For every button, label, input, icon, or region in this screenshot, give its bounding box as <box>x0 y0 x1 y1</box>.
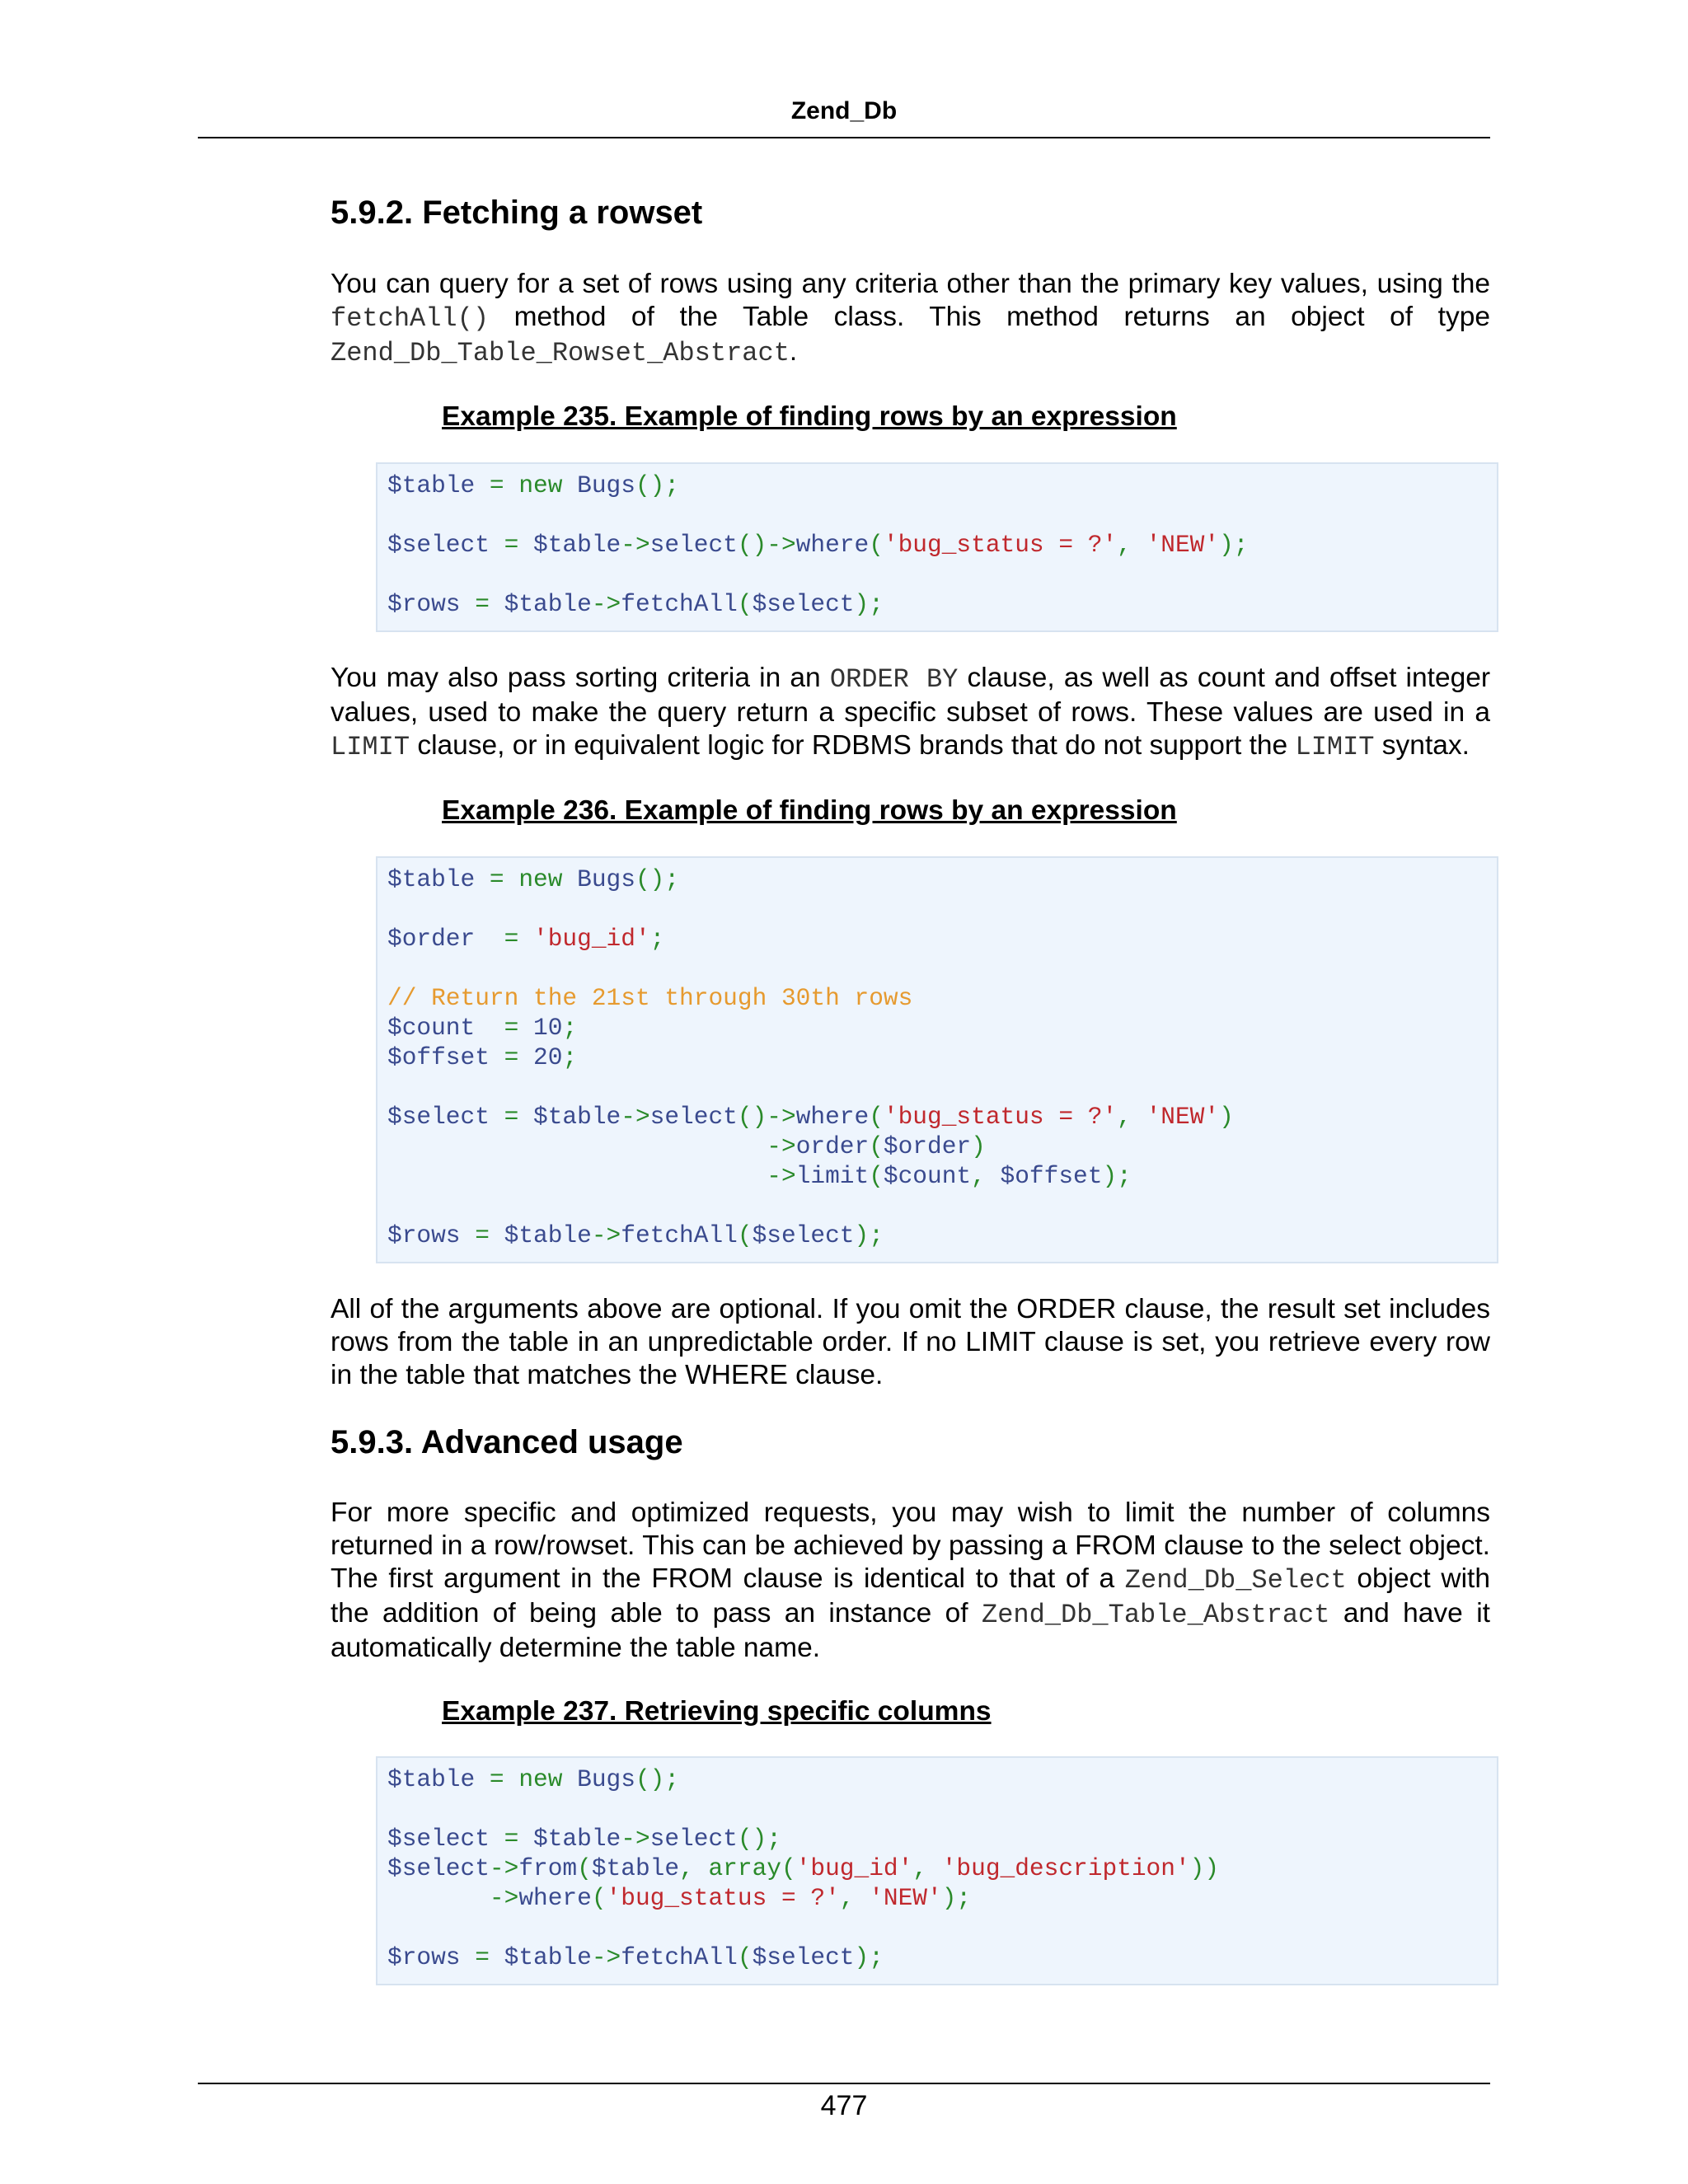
code-token: -> <box>387 1162 796 1190</box>
page-number: 477 <box>820 2090 868 2121</box>
code-line <box>387 560 1487 589</box>
code-line <box>387 530 1487 560</box>
code-token: $select <box>387 531 490 559</box>
code-token: 'NEW' <box>1146 1103 1220 1131</box>
code-line <box>387 1883 1487 1913</box>
paragraph-text: clause, as well as count and offset integer values, used to make the query return a specific subset of rows. These values are used in a <box>331 663 1490 728</box>
code-line <box>387 1854 1487 1883</box>
code-token: new <box>518 865 563 893</box>
code-token: = <box>489 1825 534 1853</box>
code-token: ( <box>737 1943 753 1971</box>
code-token: , <box>679 1854 709 1882</box>
code-line <box>387 924 1487 954</box>
code-token: = <box>475 1765 519 1793</box>
code-token: 'bug_id' <box>533 925 650 953</box>
example-237-title: Example 237. Retrieving specific columns <box>442 1696 992 1727</box>
code-line <box>387 1913 1487 1943</box>
code-line <box>387 1132 1487 1161</box>
code-token: ) <box>971 1132 986 1160</box>
code-token: ()-> <box>737 1103 796 1131</box>
code-token: $select <box>387 1103 490 1131</box>
code-token: $table <box>591 1854 680 1882</box>
code-line <box>387 954 1487 983</box>
code-token: limit <box>795 1162 870 1190</box>
code-line <box>387 1072 1487 1102</box>
code-token: fetchAll <box>621 1221 738 1249</box>
code-token: 20 <box>533 1043 563 1071</box>
code-token: , <box>1117 1103 1146 1131</box>
code-token: = <box>475 865 519 893</box>
footer-rule <box>198 2083 1490 2084</box>
code-token: 'bug_status = ?' <box>883 531 1118 559</box>
code-token: ( <box>577 1854 592 1882</box>
code-token: $select <box>752 1221 855 1249</box>
inline-code: Zend_Db_Select <box>1124 1565 1347 1596</box>
code-token: ); <box>854 1221 884 1249</box>
code-token: $rows <box>387 1943 461 1971</box>
code-token: $table <box>533 1825 621 1853</box>
code-token: -> <box>591 1221 621 1249</box>
inline-code: Zend_Db_Table_Rowset_Abstract <box>331 338 790 368</box>
section-heading-592: 5.9.2. Fetching a rowset <box>331 194 703 231</box>
code-token: // Return the 21st through 30th rows <box>387 984 913 1012</box>
inline-code: fetchAll() <box>331 303 490 334</box>
paragraph-order-by <box>331 662 1490 764</box>
code-token: ; <box>562 1043 578 1071</box>
code-token: -> <box>621 1103 650 1131</box>
example-235-title: Example 235. Example of finding rows by an expression <box>442 401 1177 432</box>
code-token: $table <box>387 865 476 893</box>
code-token: ( <box>869 531 884 559</box>
inline-code: ORDER BY <box>829 664 959 695</box>
code-token: $table <box>504 1221 592 1249</box>
paragraph-text: syntax. <box>1374 730 1470 761</box>
paragraph-advanced-usage <box>331 1497 1490 1665</box>
code-token: = <box>460 590 504 618</box>
code-token: array <box>708 1854 781 1882</box>
code-token: = <box>475 925 534 953</box>
code-token: -> <box>591 590 621 618</box>
code-token: $select <box>752 1943 855 1971</box>
code-line <box>387 589 1487 619</box>
code-token: fetchAll <box>621 590 738 618</box>
code-token: = <box>460 1221 504 1249</box>
code-token: ; <box>562 1014 578 1042</box>
code-line <box>387 983 1487 1013</box>
code-token: 'NEW' <box>1146 531 1220 559</box>
code-token: 10 <box>533 1014 563 1042</box>
code-token: $table <box>533 1103 621 1131</box>
code-token: select <box>649 1825 738 1853</box>
code-token: where <box>795 531 870 559</box>
code-token: $select <box>387 1854 490 1882</box>
code-token: $offset <box>387 1043 490 1071</box>
inline-code: LIMIT <box>1295 732 1375 762</box>
code-line <box>387 1102 1487 1132</box>
code-token: $select <box>752 590 855 618</box>
paragraph-text: You may also pass sorting criteria in an <box>331 663 830 693</box>
code-token: -> <box>489 1854 519 1882</box>
code-token: -> <box>387 1884 519 1912</box>
code-token: select <box>649 1103 738 1131</box>
code-block-235 <box>376 462 1498 632</box>
paragraph-text: method of the Table class. This method returns an object of type <box>489 302 1490 332</box>
code-token: ); <box>1102 1162 1132 1190</box>
paragraph-text: For more specific and optimized requests, you may wish to limit the number of columns returned in a row/rowset. This can be achieved by passing a FROM clause to the select object. The first argument in the FROM clause is identical to that of a <box>331 1497 1490 1594</box>
code-token: new <box>518 471 563 499</box>
code-token: ( <box>869 1132 884 1160</box>
code-token: fetchAll <box>621 1943 738 1971</box>
code-token: -> <box>591 1943 621 1971</box>
code-token: where <box>518 1884 592 1912</box>
code-token: = <box>489 531 534 559</box>
code-line <box>387 1191 1487 1221</box>
code-token: $order <box>883 1132 972 1160</box>
code-token: ( <box>869 1103 884 1131</box>
code-token: $rows <box>387 1221 461 1249</box>
paragraph-text: . <box>789 336 798 367</box>
code-token: $order <box>387 925 476 953</box>
code-token: -> <box>621 531 650 559</box>
code-token: )) <box>1189 1854 1220 1882</box>
code-token: $table <box>387 471 476 499</box>
code-token: (); <box>737 1825 781 1853</box>
code-token: Bugs <box>562 865 635 893</box>
code-line <box>387 1794 1487 1824</box>
code-token: ( <box>869 1162 884 1190</box>
code-token: $rows <box>387 590 461 618</box>
code-block-237 <box>376 1756 1498 1985</box>
code-line <box>387 1943 1487 1972</box>
code-line <box>387 1824 1487 1854</box>
code-token: , <box>912 1854 942 1882</box>
code-token: ); <box>941 1884 972 1912</box>
code-token: (); <box>635 865 680 893</box>
code-token: = <box>475 1014 534 1042</box>
code-token: = <box>489 1103 534 1131</box>
code-token: = <box>489 1043 534 1071</box>
paragraph-text: clause, or in equivalent logic for RDBMS brands that do not support the <box>410 730 1296 761</box>
code-token: 'bug_status = ?' <box>606 1884 840 1912</box>
code-line <box>387 1765 1487 1794</box>
code-token: ); <box>854 590 884 618</box>
code-token: ( <box>737 590 753 618</box>
code-token: , <box>971 1162 1001 1190</box>
code-line <box>387 865 1487 894</box>
code-token: 'bug_description' <box>941 1854 1190 1882</box>
code-token: $table <box>504 1943 592 1971</box>
code-block-236 <box>376 856 1498 1263</box>
code-token: ( <box>737 1221 753 1249</box>
code-line <box>387 1013 1487 1043</box>
code-token: 'NEW' <box>869 1884 942 1912</box>
code-token: from <box>518 1854 578 1882</box>
code-token: 'bug_status = ?' <box>883 1103 1118 1131</box>
code-token: new <box>518 1765 563 1793</box>
code-line <box>387 1043 1487 1072</box>
inline-code: Zend_Db_Table_Abstract <box>981 1600 1330 1630</box>
code-token: 'bug_id' <box>795 1854 913 1882</box>
header-rule <box>198 137 1490 138</box>
code-token: , <box>1117 531 1146 559</box>
paragraph-text: and have it automatically determine the table name. <box>331 1598 1490 1663</box>
code-token: $table <box>387 1765 476 1793</box>
code-token: Bugs <box>562 471 635 499</box>
code-token: $offset <box>1000 1162 1103 1190</box>
code-line <box>387 1221 1487 1250</box>
code-token: (); <box>635 1765 680 1793</box>
inline-code: LIMIT <box>331 732 410 762</box>
code-token: $select <box>387 1825 490 1853</box>
code-token: = <box>475 471 519 499</box>
code-token: Bugs <box>562 1765 635 1793</box>
code-token: ); <box>854 1943 884 1971</box>
paragraph-text: object with the addition of being able to pass an instance of <box>331 1563 1490 1629</box>
code-token: -> <box>621 1825 650 1853</box>
code-token: = <box>460 1943 504 1971</box>
code-token: $count <box>387 1014 476 1042</box>
code-token: ( <box>591 1884 607 1912</box>
code-token: , <box>839 1884 870 1912</box>
code-token: ; <box>649 925 665 953</box>
code-token: select <box>649 531 738 559</box>
code-token: ( <box>781 1854 796 1882</box>
code-line <box>387 471 1487 500</box>
running-header: Zend_Db <box>790 97 898 124</box>
code-token: (); <box>635 471 680 499</box>
code-line <box>387 500 1487 530</box>
code-token: $table <box>504 590 592 618</box>
code-token: $count <box>883 1162 972 1190</box>
code-token: where <box>795 1103 870 1131</box>
section-heading-593: 5.9.3. Advanced usage <box>331 1424 683 1460</box>
paragraph-optional-args: All of the arguments above are optional. If you omit the ORDER clause, the result set includes rows from the table in an unpredictable order. If no LIMIT clause is set, you retrieve every row in the table that matches the WHERE clause. <box>331 1294 1490 1390</box>
code-token: -> <box>387 1132 796 1160</box>
code-token: ()-> <box>737 531 796 559</box>
example-236-title: Example 236. Example of finding rows by an expression <box>442 795 1177 826</box>
code-line <box>387 894 1487 924</box>
code-token: $table <box>533 531 621 559</box>
paragraph-fetchall <box>331 268 1490 370</box>
code-token: ) <box>1219 1103 1234 1131</box>
paragraph-text: You can query for a set of rows using any criteria other than the primary key values, using the <box>331 269 1490 299</box>
code-token: order <box>795 1132 870 1160</box>
code-token: ); <box>1219 531 1249 559</box>
code-line <box>387 1161 1487 1191</box>
